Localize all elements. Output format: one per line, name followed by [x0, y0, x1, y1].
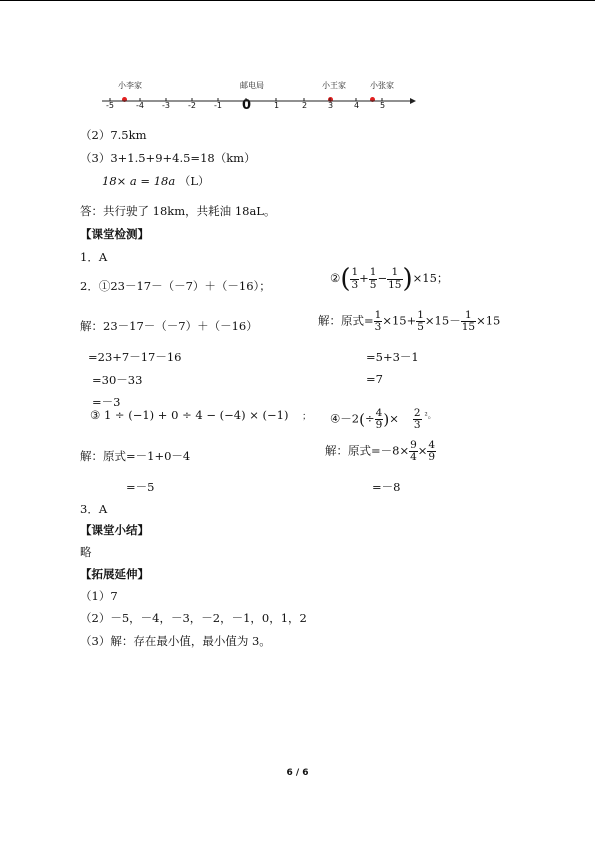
nl-tick: -2 — [188, 101, 196, 110]
s1-q2-left-step: =－3 — [92, 395, 121, 409]
s2-text: 略 — [80, 545, 92, 559]
number-line-axis — [100, 93, 420, 105]
page-number: 6 / 6 — [286, 768, 309, 778]
fraction — [427, 440, 436, 463]
paren-left: ( — [359, 410, 365, 429]
solution-part: ×15 — [476, 313, 501, 328]
nl-label-youdianju: 邮电局 — [240, 81, 264, 90]
fraction-num: 4 — [428, 439, 436, 451]
fraction-den: 9 — [375, 419, 383, 432]
s1-q2-right-expr: ②( $\frac{1}{3}$ + $\frac{1}{5}$ − $\frac{1}{15}$ )×15； — [330, 264, 449, 294]
fraction-num: 1 — [387, 267, 402, 279]
nl-tick: -1 — [214, 101, 222, 110]
q3-tail: ； — [302, 412, 312, 422]
q1-part3: （3）3+1.5+9+4.5=18（km） — [80, 151, 256, 165]
s1-q3-result: =－5 — [126, 480, 155, 494]
q1-calc-expr: 18× a = 18a — [102, 174, 176, 188]
q4-times: × — [389, 411, 399, 426]
fraction — [369, 267, 378, 290]
section-heading-summary: 【课堂小结】 — [80, 523, 149, 537]
solution-prefix: 解：原式=－8× — [325, 443, 410, 458]
paren-right: ) — [383, 410, 390, 429]
solution-part: ×15+ — [382, 313, 417, 328]
q1-calc-unit: （L） — [178, 174, 210, 188]
section-heading-extension: 【拓展延伸】 — [80, 567, 149, 581]
s1-q2-left-step: =23+7－17－16 — [88, 350, 182, 364]
q1-answer: 答：共行驶了 18km，共耗油 18aL。 — [80, 204, 276, 218]
s1-q4-result: =－8 — [372, 480, 401, 494]
s1-q3-solution: 解：原式=－1+0－4 — [80, 449, 191, 463]
s1-answer-3: 3．A — [80, 502, 108, 516]
nl-label-xiaoli: 小李家 — [118, 81, 142, 90]
fraction-den: 3 — [351, 278, 359, 291]
fraction — [413, 408, 422, 431]
fraction — [461, 310, 476, 333]
fraction-num: 1 — [461, 310, 476, 322]
q4-tail: ²。 — [424, 410, 436, 420]
s1-q2-left-step: =30－33 — [92, 373, 143, 387]
times-sign: × — [417, 443, 428, 458]
fraction — [387, 267, 402, 290]
nl-tick: -4 — [136, 101, 144, 110]
nl-tick: 2 — [302, 101, 308, 110]
fraction-den: 3 — [413, 419, 421, 432]
fraction — [350, 267, 359, 290]
fraction-num: 9 — [410, 439, 417, 451]
nl-label-xiaowang: 小王家 — [322, 81, 346, 90]
paren-left: ( — [340, 264, 351, 294]
s3-line-3: （3）解：存在最小值，最小值为 3。 — [80, 634, 271, 648]
fraction-den: 5 — [417, 321, 424, 334]
fraction-num: 1 — [369, 266, 377, 279]
s1-q4-solution — [325, 440, 436, 463]
s1-q2-label: 2．①23－17－（－7）＋（－16）； — [80, 279, 271, 293]
fraction — [416, 310, 425, 333]
s1-q2-left-solution: 解：23－17－（－7）＋（－16） — [80, 319, 258, 333]
section-heading-check: 【课堂检测】 — [80, 227, 149, 241]
s1-q2-right-solution — [318, 310, 500, 333]
fraction-den: 15 — [388, 278, 402, 291]
s1-q2-right-step: =7 — [366, 372, 383, 386]
q4-div: ÷ — [365, 411, 375, 426]
fraction-den: 9 — [428, 451, 436, 464]
fraction-num: 2 — [413, 407, 421, 419]
nl-tick: -5 — [106, 101, 114, 110]
q1-calc — [102, 173, 210, 189]
fraction-num: 1 — [374, 309, 382, 321]
q1-part2: （2）7.5km — [80, 128, 147, 142]
fraction-num: 1 — [417, 309, 424, 321]
nl-label-xiaozhang: 小张家 — [370, 81, 394, 90]
nl-tick: 3 — [328, 101, 334, 110]
fraction-num: 1 — [351, 266, 359, 279]
top-rule — [0, 0, 595, 1]
s1-q4-expr — [330, 408, 436, 431]
s1-q2-right-step: =5+3－1 — [366, 350, 419, 364]
nl-tick: 5 — [380, 101, 386, 110]
q4-expr: ④－2 — [330, 411, 360, 426]
fraction-num: 4 — [375, 407, 383, 419]
circled-2: ② — [330, 271, 341, 285]
fraction-den: 3 — [374, 321, 382, 334]
s1-q2-right-tail: ×15； — [412, 271, 449, 285]
solution-part: ×15－ — [424, 313, 461, 328]
solution-prefix: 解：原式= — [318, 313, 374, 328]
fraction-den: 5 — [369, 278, 377, 291]
s3-line-2: （2）－5，－4，－3，－2，－1，0，1，2 — [80, 611, 307, 625]
q3-expr: ③ 1 ÷ (−1) + 0 ÷ 4 − (−4) × (−1) — [90, 408, 289, 422]
s1-answer-1: 1．A — [80, 250, 108, 264]
s3-line-1: （1）7 — [80, 589, 118, 603]
nl-tick: 1 — [274, 101, 280, 110]
fraction-den: 4 — [410, 451, 417, 464]
fraction-den: 15 — [461, 321, 476, 334]
s1-q3-expr — [90, 408, 311, 422]
fraction — [409, 440, 418, 463]
nl-tick: -3 — [162, 101, 170, 110]
nl-tick-origin: 0 — [242, 98, 252, 113]
nl-tick: 4 — [354, 101, 360, 110]
paren-right: ) — [402, 264, 413, 294]
